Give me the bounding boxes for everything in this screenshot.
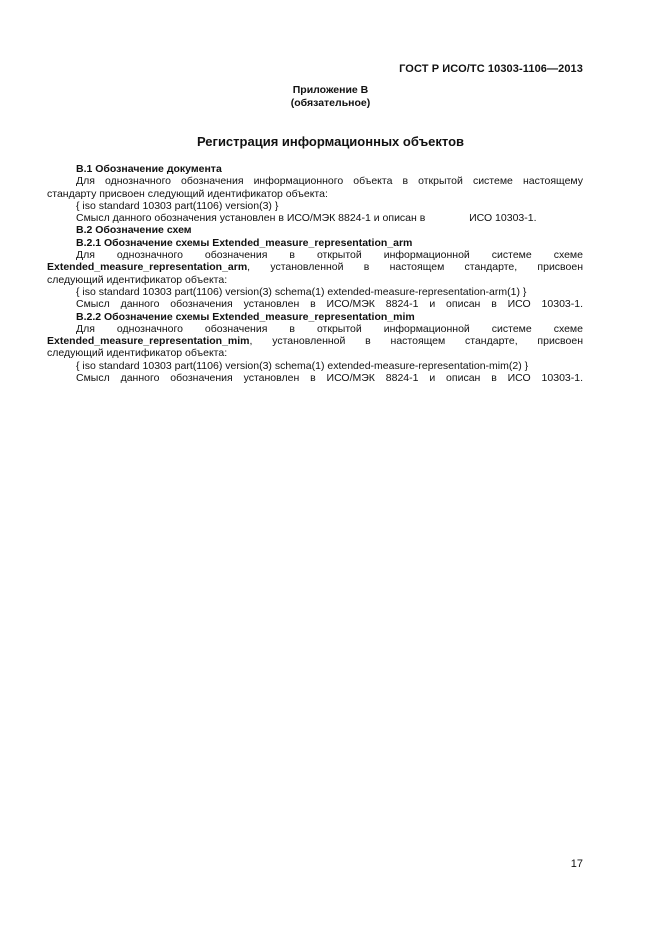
b22-line1: Для однозначного обозначения в открытой информационной системе схеме xyxy=(76,322,583,335)
b1-paragraph-line1: Для однозначного обозначения информационного объекта в открытой системе настоящему xyxy=(76,175,583,188)
b22-schema-name: Extended_measure_representation_mim xyxy=(47,335,250,348)
b22-heading: В.2.2 Обозначение схемы Extended_measure_representation_mim xyxy=(76,310,415,323)
document-code: ГОСТ Р ИСО/ТС 10303-1106—2013 xyxy=(399,63,583,75)
b22-line2-rest: , установленной в настоящем стандарте, присвоен xyxy=(249,335,583,348)
b1-paragraph-line2: стандарту присвоен следующий идентификатор объекта: xyxy=(47,187,328,200)
section-title: Регистрация информационных объектов xyxy=(196,134,465,149)
page-number: 17 xyxy=(570,858,583,870)
b22-object-identifier: { iso standard 10303 part(1106) version(3) schema(1) extended-measure-representation-mim(2) } xyxy=(76,359,529,372)
b21-object-identifier: { iso standard 10303 part(1106) version(3) schema(1) extended-measure-representation-arm(1) } xyxy=(76,285,527,298)
b1-meaning: Смысл данного обозначения установлен в ИСО/МЭК 8824-1 и описан в ИСО 10303-1. xyxy=(76,212,537,225)
b22-line2 xyxy=(47,335,583,347)
b1-object-identifier: { iso standard 10303 part(1106) version(3) } xyxy=(76,199,279,212)
annex-body xyxy=(47,163,583,385)
b22-meaning: Смысл данного обозначения установлен в ИСО/МЭК 8824-1 и описан в ИСО 10303-1. xyxy=(76,372,583,385)
b22-line3: следующий идентификатор объекта: xyxy=(47,347,228,360)
b2-heading: В.2 Обозначение схем xyxy=(76,224,192,237)
b21-schema-name: Extended_measure_representation_arm xyxy=(47,261,248,274)
b21-line1: Для однозначного обозначения в открытой информационной системе схеме xyxy=(76,249,583,262)
b1-heading: В.1 Обозначение документа xyxy=(76,163,222,175)
b21-line3: следующий идентификатор объекта: xyxy=(47,273,228,286)
b21-heading: В.2.1 Обозначение схемы Extended_measure_representation_arm xyxy=(76,236,413,249)
b21-line2 xyxy=(47,261,583,273)
b21-line2-rest: , установленной в настоящем стандарте, присвоен xyxy=(247,261,583,274)
annex-subtitle: (обязательное) xyxy=(290,97,371,109)
annex-heading xyxy=(0,84,661,110)
annex-title: Приложение В xyxy=(292,84,369,96)
b21-meaning: Смысл данного обозначения установлен в ИСО/МЭК 8824-1 и описан в ИСО 10303-1. xyxy=(76,298,583,311)
